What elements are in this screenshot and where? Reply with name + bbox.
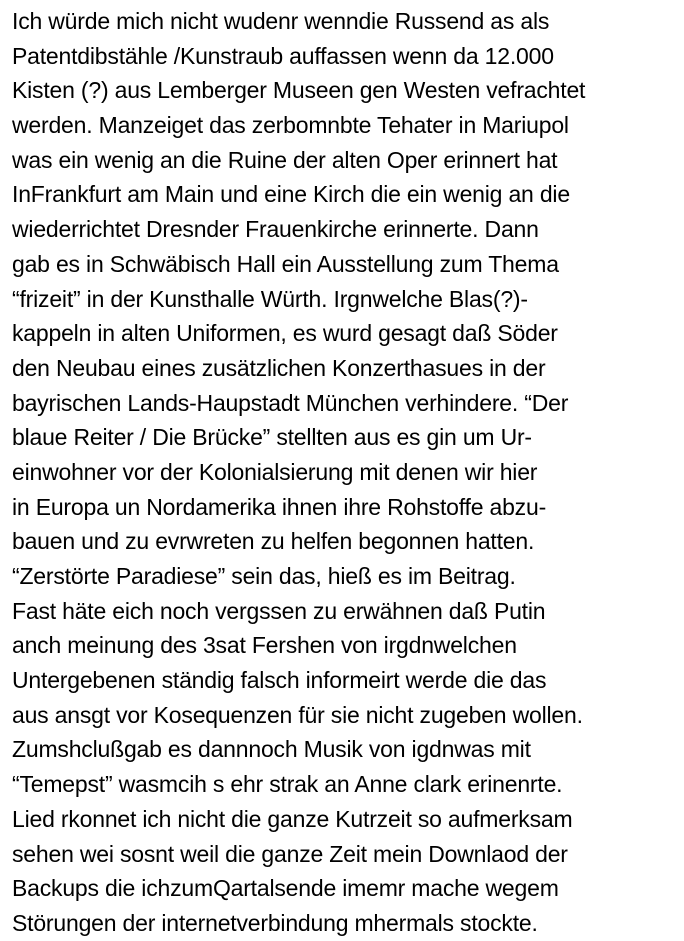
text-line-6: InFrankfurt am Main und eine Kirch die ein wenig an die (12, 181, 570, 208)
text-line-5: was ein wenig an die Ruine der alten Oper erinnert hat (12, 146, 558, 173)
text-line-20: Untergebenen ständig falsch informeirt werde die das (12, 667, 547, 694)
text-line-9: “frizeit” in der Kunsthalle Würth. Irgnwelche Blas(?)- (12, 285, 528, 312)
text-line-26: Backups die ichzumQartalsende imemr mache wegem (12, 875, 559, 902)
text-line-16: bauen und zu evrwreten zu helfen begonnen hatten. (12, 528, 535, 555)
text-line-8: gab es in Schwäbisch Hall ein Ausstellung zum Thema (12, 250, 559, 277)
text-line-21: aus ansgt vor Kosequenzen für sie nicht zugeben wollen. (12, 701, 583, 728)
text-line-2: Patentdibstähle /Kunstraub auffassen wenn da 12.000 (12, 42, 554, 69)
text-line-22: Zumshclußgab es dannnoch Musik von igdnwas mit (12, 736, 531, 763)
text-line-12: bayrischen Lands-Haupstadt München verhindere. “Der (12, 389, 569, 416)
text-line-11: den Neubau eines zusätzlichen Konzerthasues in der (12, 354, 546, 381)
text-line-13: blaue Reiter / Die Brücke” stellten aus es gin um Ur- (12, 424, 532, 451)
text-line-25: sehen wei sosnt weil die ganze Zeit mein Downlaod der (12, 840, 568, 867)
text-line-19: anch meinung des 3sat Fershen von irgdnwelchen (12, 632, 517, 659)
text-line-4: werden. Manzeiget das zerbomnbte Tehater in Mariupol (12, 112, 569, 139)
text-line-24: Lied rkonnet ich nicht die ganze Kutrzeit so aufmerksam (12, 805, 573, 832)
text-line-18: Fast häte eich noch vergssen zu erwähnen daß Putin (12, 597, 546, 624)
text-line-27: Störungen der internetverbindung mhermals stockte. (12, 909, 538, 936)
text-line-1: Ich würde mich nicht wudenr wenndie Russend as als (12, 8, 550, 34)
text-line-23: “Temepst” wasmcih s ehr strak an Anne clark erinenrte. (12, 771, 563, 798)
text-line-17: “Zerstörte Paradiese” sein das, hieß es im Beitrag. (12, 563, 516, 589)
text-line-3: Kisten (?) aus Lemberger Museen gen Westen vefrachtet (12, 77, 586, 104)
text-line-7: wiederrichtet Dresnder Frauenkirche erinnerte. Dann (12, 216, 539, 243)
document-text (12, 4, 680, 941)
text-line-15: in Europa un Nordamerika ihnen ihre Rohstoffe abzu- (12, 493, 547, 520)
text-line-10: kappeln in alten Uniformen, es wurd gesagt daß Söder (12, 320, 558, 347)
text-line-14: einwohner vor der Kolonialsierung mit denen wir hier (12, 458, 538, 485)
